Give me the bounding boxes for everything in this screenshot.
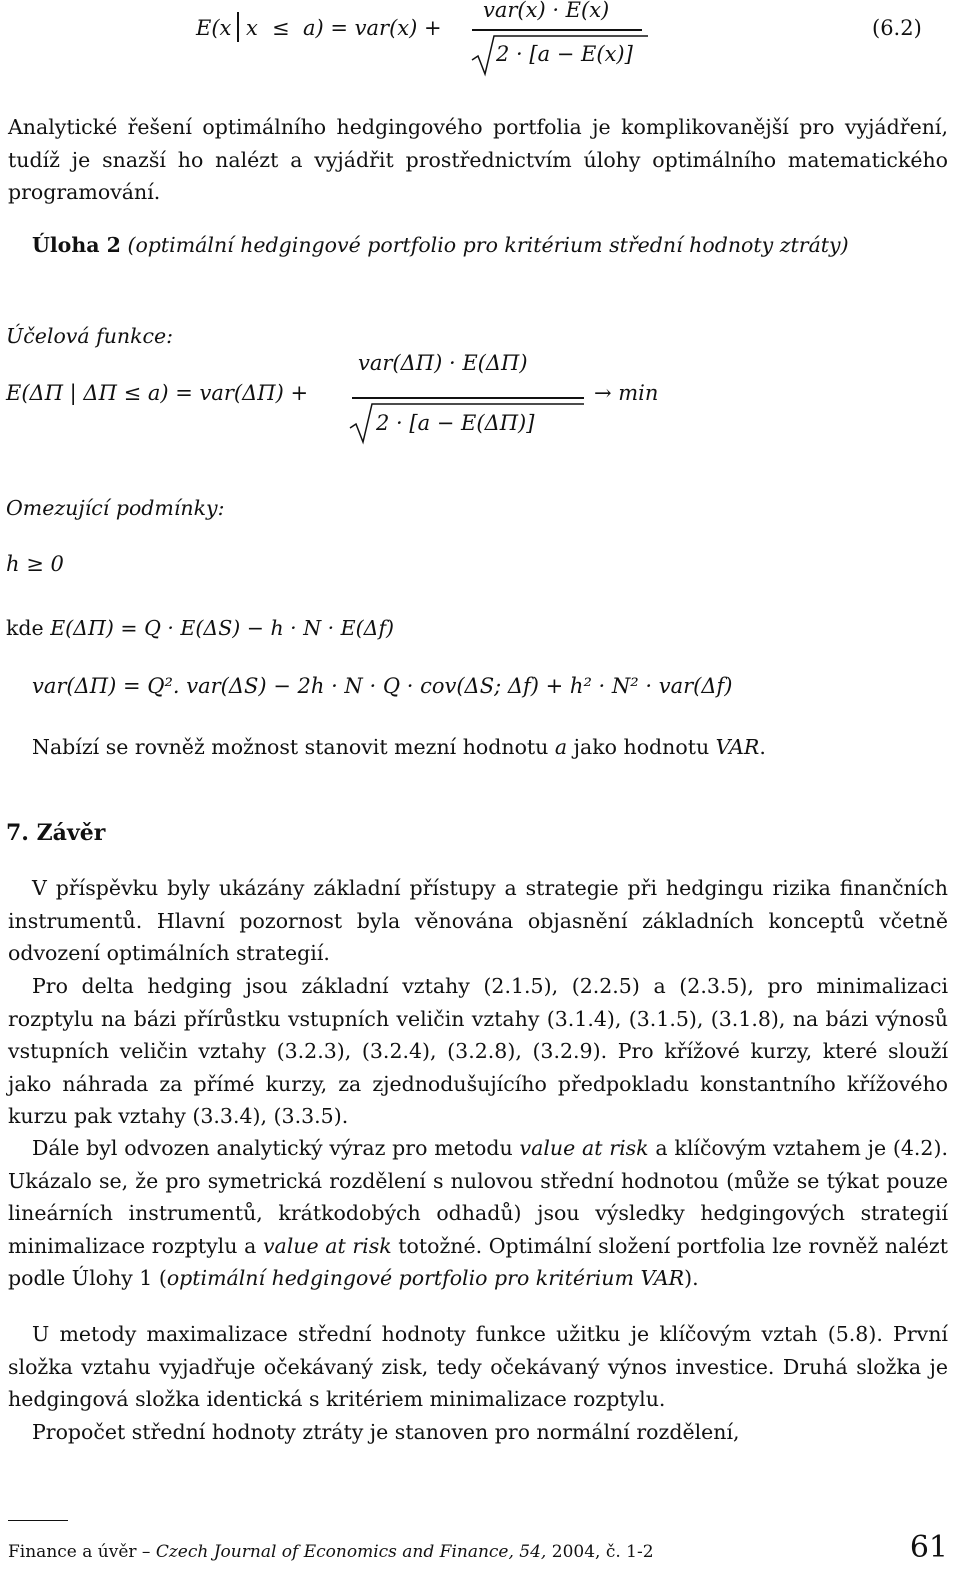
eq-denominator: 2 · [a − E(x)] [496,42,633,66]
conditional-bar [237,12,239,42]
obj-lhs: E(ΔΠ | ΔΠ ≤ a) = var(ΔΠ) + [6,381,309,405]
paragraph-conclusion-4: U metody maximalizace střední hodnoty funkce užitku je klíčovým vztah (5.8). První složka vztahu vyjadřuje očekávaný zisk, tedy očekávaný výnos investice. Druhá složka je hedgingová složka identická s kritériem minimalizace rozptylu. [8,1322,948,1412]
obj-denominator: 2 · [a − E(ΔΠ)] [376,411,535,435]
eq-leq: ≤ [272,16,290,40]
page-number: 61 [909,1530,948,1565]
objective-label: Účelová funkce: [6,324,174,348]
paragraph-conclusion-2: Pro delta hedging jsou základní vztahy (2.1.5), (2.2.5) a (2.3.5), pro minimalizaci rozptylu na bázi přírůstku vstupních veličin vztahy (3.1.4), (3.1.5), (3.1.8), na bázi výnosů vstupních veličin vztahy (3.2.3), (3.2.4), (3.2.8), (3.2.9). Pro křížové kurzy, které slouží jako náhrada za přímé kurzy, za zjednodušujícího předpokladu konstantního křížového kurzu pak vztahy (3.3.4), (3.3.5). [8,974,948,1129]
equation-number: (6.2) [872,16,922,40]
paragraph-intro: Analytické řešení optimálního hedgingového portfolia je komplikovanější pro vyjádření, tudíž je snazší ho nalézt a vyjádřit prostřednictvím úlohy optimálního matematického programování. [8,115,948,205]
var-sentence: Nabízí se rovněž možnost stanovit mezní hodnotu a jako hodnotu VAR. [32,735,766,759]
footer-rule [8,1520,68,1521]
constraints-label: Omezující podmínky: [6,496,225,520]
obj-arrow-min: → min [594,381,659,405]
footer-citation: Finance a úvěr – Czech Journal of Economics and Finance, 54, 2004, č. 1-2 [8,1542,654,1562]
eq-numerator: var(x) · E(x) [483,0,610,22]
obj-fraction-line [352,397,584,399]
task-label: Úloha 2 [32,233,121,257]
section-title: 7. Závěr [6,820,106,846]
kde-line [6,612,394,645]
paragraph-conclusion-5: Propočet střední hodnoty ztráty je stanoven pro normální rozdělení, [32,1420,740,1444]
variance-equation: var(ΔΠ) = Q². var(ΔS) − 2h · N · Q · cov(ΔS; Δf) + h² · N² · var(Δf) [32,674,733,698]
task-heading [32,229,948,262]
task-title: (optimální hedgingové portfolio pro kritérium střední hodnoty ztráty) [127,233,849,257]
paragraph-conclusion-1: V příspěvku byly ukázány základní přístupy a strategie při hedgingu rizika finančních instrumentů. Hlavní pozornost byla věnována objasnění základních konceptů včetně odvození optimálních strategií. [8,876,948,966]
fraction-line [472,29,642,31]
eq-x: x [246,16,258,40]
obj-numerator: var(ΔΠ) · E(ΔΠ) [358,351,528,375]
kde-word: kde [6,616,44,640]
constraint-h: h ≥ 0 [6,552,64,576]
eq-lhs: E(x [196,16,232,40]
kde-equation: E(ΔΠ) = Q · E(ΔS) − h · N · E(Δf) [50,616,395,640]
paragraph-conclusion-3: Dále byl odvozen analytický výraz pro metodu value at risk a klíčovým vztahem je (4.2). Ukázalo se, že pro symetrická rozdělení s nulovou střední hodnotou (může se týkat pouze lineárních instrumentů, krátkodobých odhadů) jsou výsledky hedgingových strategií minimalizace rozptylu a value at risk totožné. Optimální složení portfolia lze rovněž nalézt podle Úlohy 1 (optimální hedgingové portfolio pro kritérium VAR). [8,1136,948,1291]
eq-rhs: a) = var(x) + [303,16,442,40]
